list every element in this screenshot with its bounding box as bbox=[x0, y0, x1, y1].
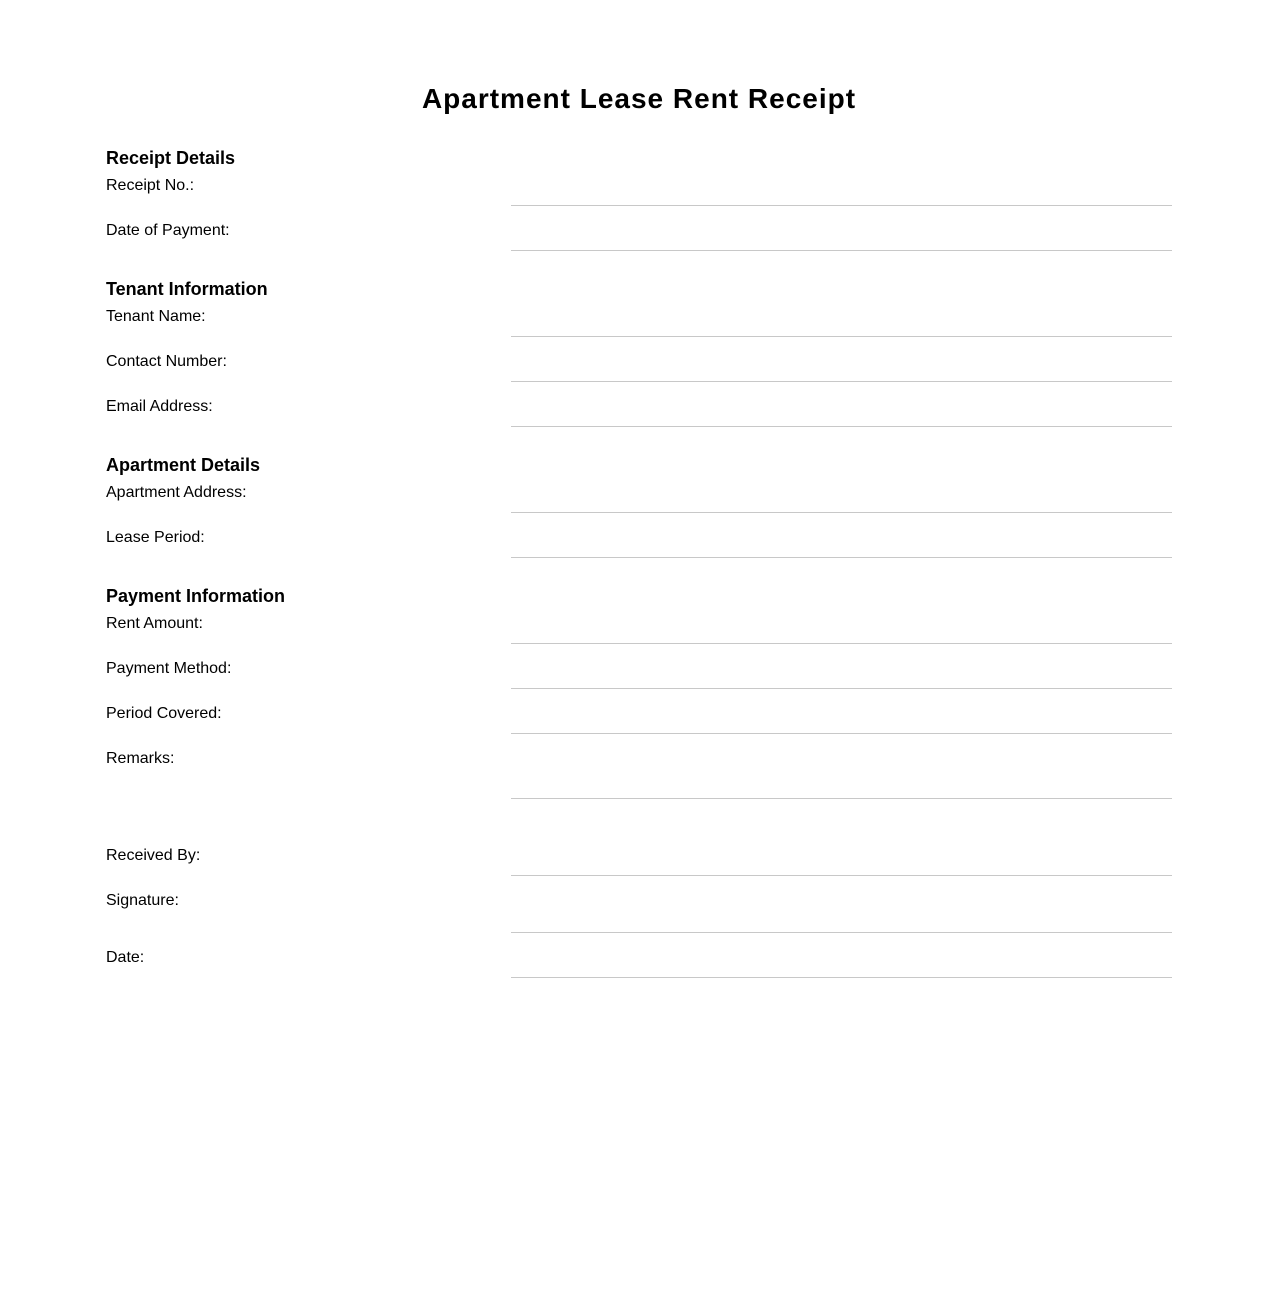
remarks-field[interactable] bbox=[511, 798, 1172, 799]
period-covered-label: Period Covered: bbox=[106, 705, 222, 722]
email-address-label: Email Address: bbox=[106, 398, 213, 415]
signature-field[interactable] bbox=[511, 932, 1172, 933]
date-label: Date: bbox=[106, 949, 145, 966]
date-field[interactable] bbox=[511, 977, 1172, 978]
received-by-field[interactable] bbox=[511, 875, 1172, 876]
rent-amount-label: Rent Amount: bbox=[106, 615, 203, 632]
apartment-address-field[interactable] bbox=[511, 512, 1172, 513]
remarks-label: Remarks: bbox=[106, 750, 175, 767]
date-of-payment-field[interactable] bbox=[511, 250, 1172, 251]
lease-period-field[interactable] bbox=[511, 557, 1172, 558]
section-heading-tenant-information: Tenant Information bbox=[106, 279, 268, 299]
tenant-name-field[interactable] bbox=[511, 336, 1172, 337]
received-by-label: Received By: bbox=[106, 847, 201, 864]
contact-number-label: Contact Number: bbox=[106, 353, 227, 370]
signature-label: Signature: bbox=[106, 892, 179, 909]
email-address-field[interactable] bbox=[511, 426, 1172, 427]
payment-method-field[interactable] bbox=[511, 688, 1172, 689]
receipt-no-field[interactable] bbox=[511, 205, 1172, 206]
tenant-name-label: Tenant Name: bbox=[106, 308, 206, 325]
date-of-payment-label: Date of Payment: bbox=[106, 222, 230, 239]
period-covered-field[interactable] bbox=[511, 733, 1172, 734]
section-heading-apartment-details: Apartment Details bbox=[106, 455, 261, 475]
receipt-no-label: Receipt No.: bbox=[106, 177, 195, 194]
document-title: Apartment Lease Rent Receipt bbox=[421, 83, 857, 114]
lease-period-label: Lease Period: bbox=[106, 529, 205, 546]
contact-number-field[interactable] bbox=[511, 381, 1172, 382]
section-heading-receipt-details: Receipt Details bbox=[106, 148, 236, 168]
rent-amount-field[interactable] bbox=[511, 643, 1172, 644]
payment-method-label: Payment Method: bbox=[106, 660, 232, 677]
section-heading-payment-information: Payment Information bbox=[106, 586, 286, 606]
apartment-address-label: Apartment Address: bbox=[106, 484, 247, 501]
